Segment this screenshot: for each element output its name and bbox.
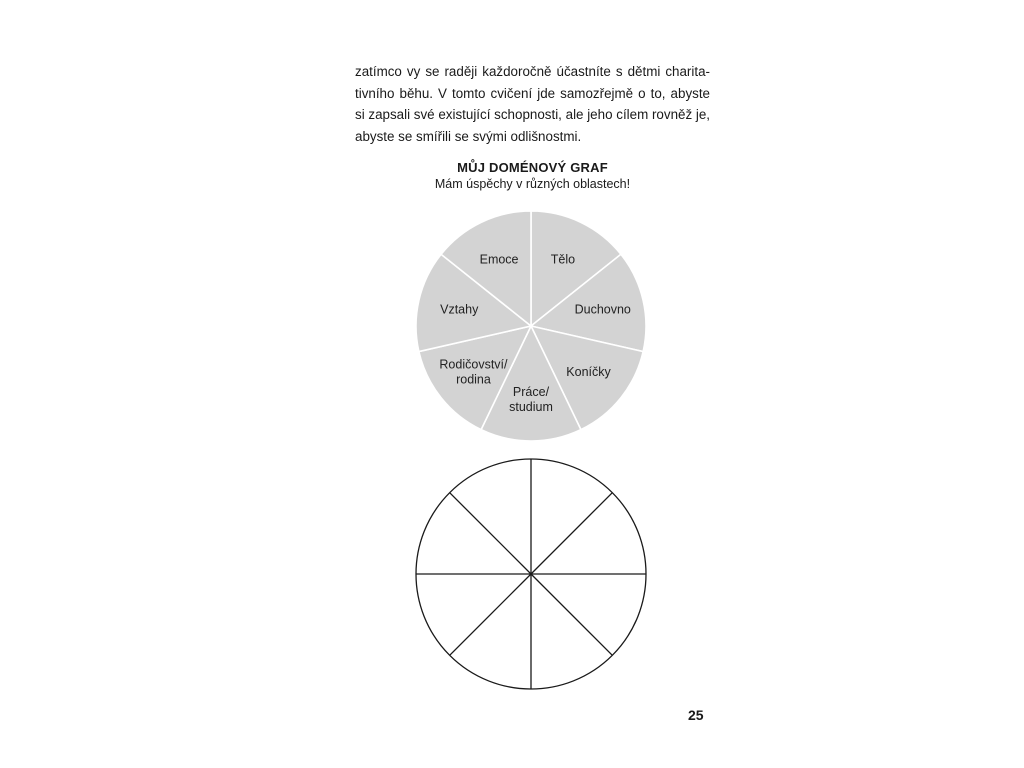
page-number: 25: [688, 707, 704, 723]
pie-slice-label: Práce/ studium: [509, 385, 553, 415]
example-pie-chart: [416, 211, 646, 441]
pie-slice-label: Rodičovství/ rodina: [439, 357, 508, 387]
pie-slice-label: Tělo: [550, 252, 576, 267]
chart-subtitle: Mám úspěchy v různých oblastech!: [434, 177, 631, 191]
blank-pie-chart: [416, 459, 646, 689]
pie-slice-label: Koníčky: [566, 364, 611, 379]
pie-slice-label: Duchovno: [574, 302, 631, 317]
pie-slice-label: Emoce: [479, 252, 519, 267]
paragraph-line: si zapsali své existující schopnosti, ale jeho cílem rovněž je,: [355, 107, 711, 122]
paragraph-line: tivního běhu. V tomto cvičení jde samozřejmě o to, abyste: [355, 85, 710, 101]
paragraph-line: abyste se smířili se svými odlišnostmi.: [355, 128, 582, 144]
chart-title: MŮJ DOMÉNOVÝ GRAF: [457, 160, 608, 175]
paragraph-line: zatímco vy se raději každoročně účastníte s dětmi charita-: [355, 64, 710, 79]
pie-slice-label: Vztahy: [440, 302, 479, 317]
